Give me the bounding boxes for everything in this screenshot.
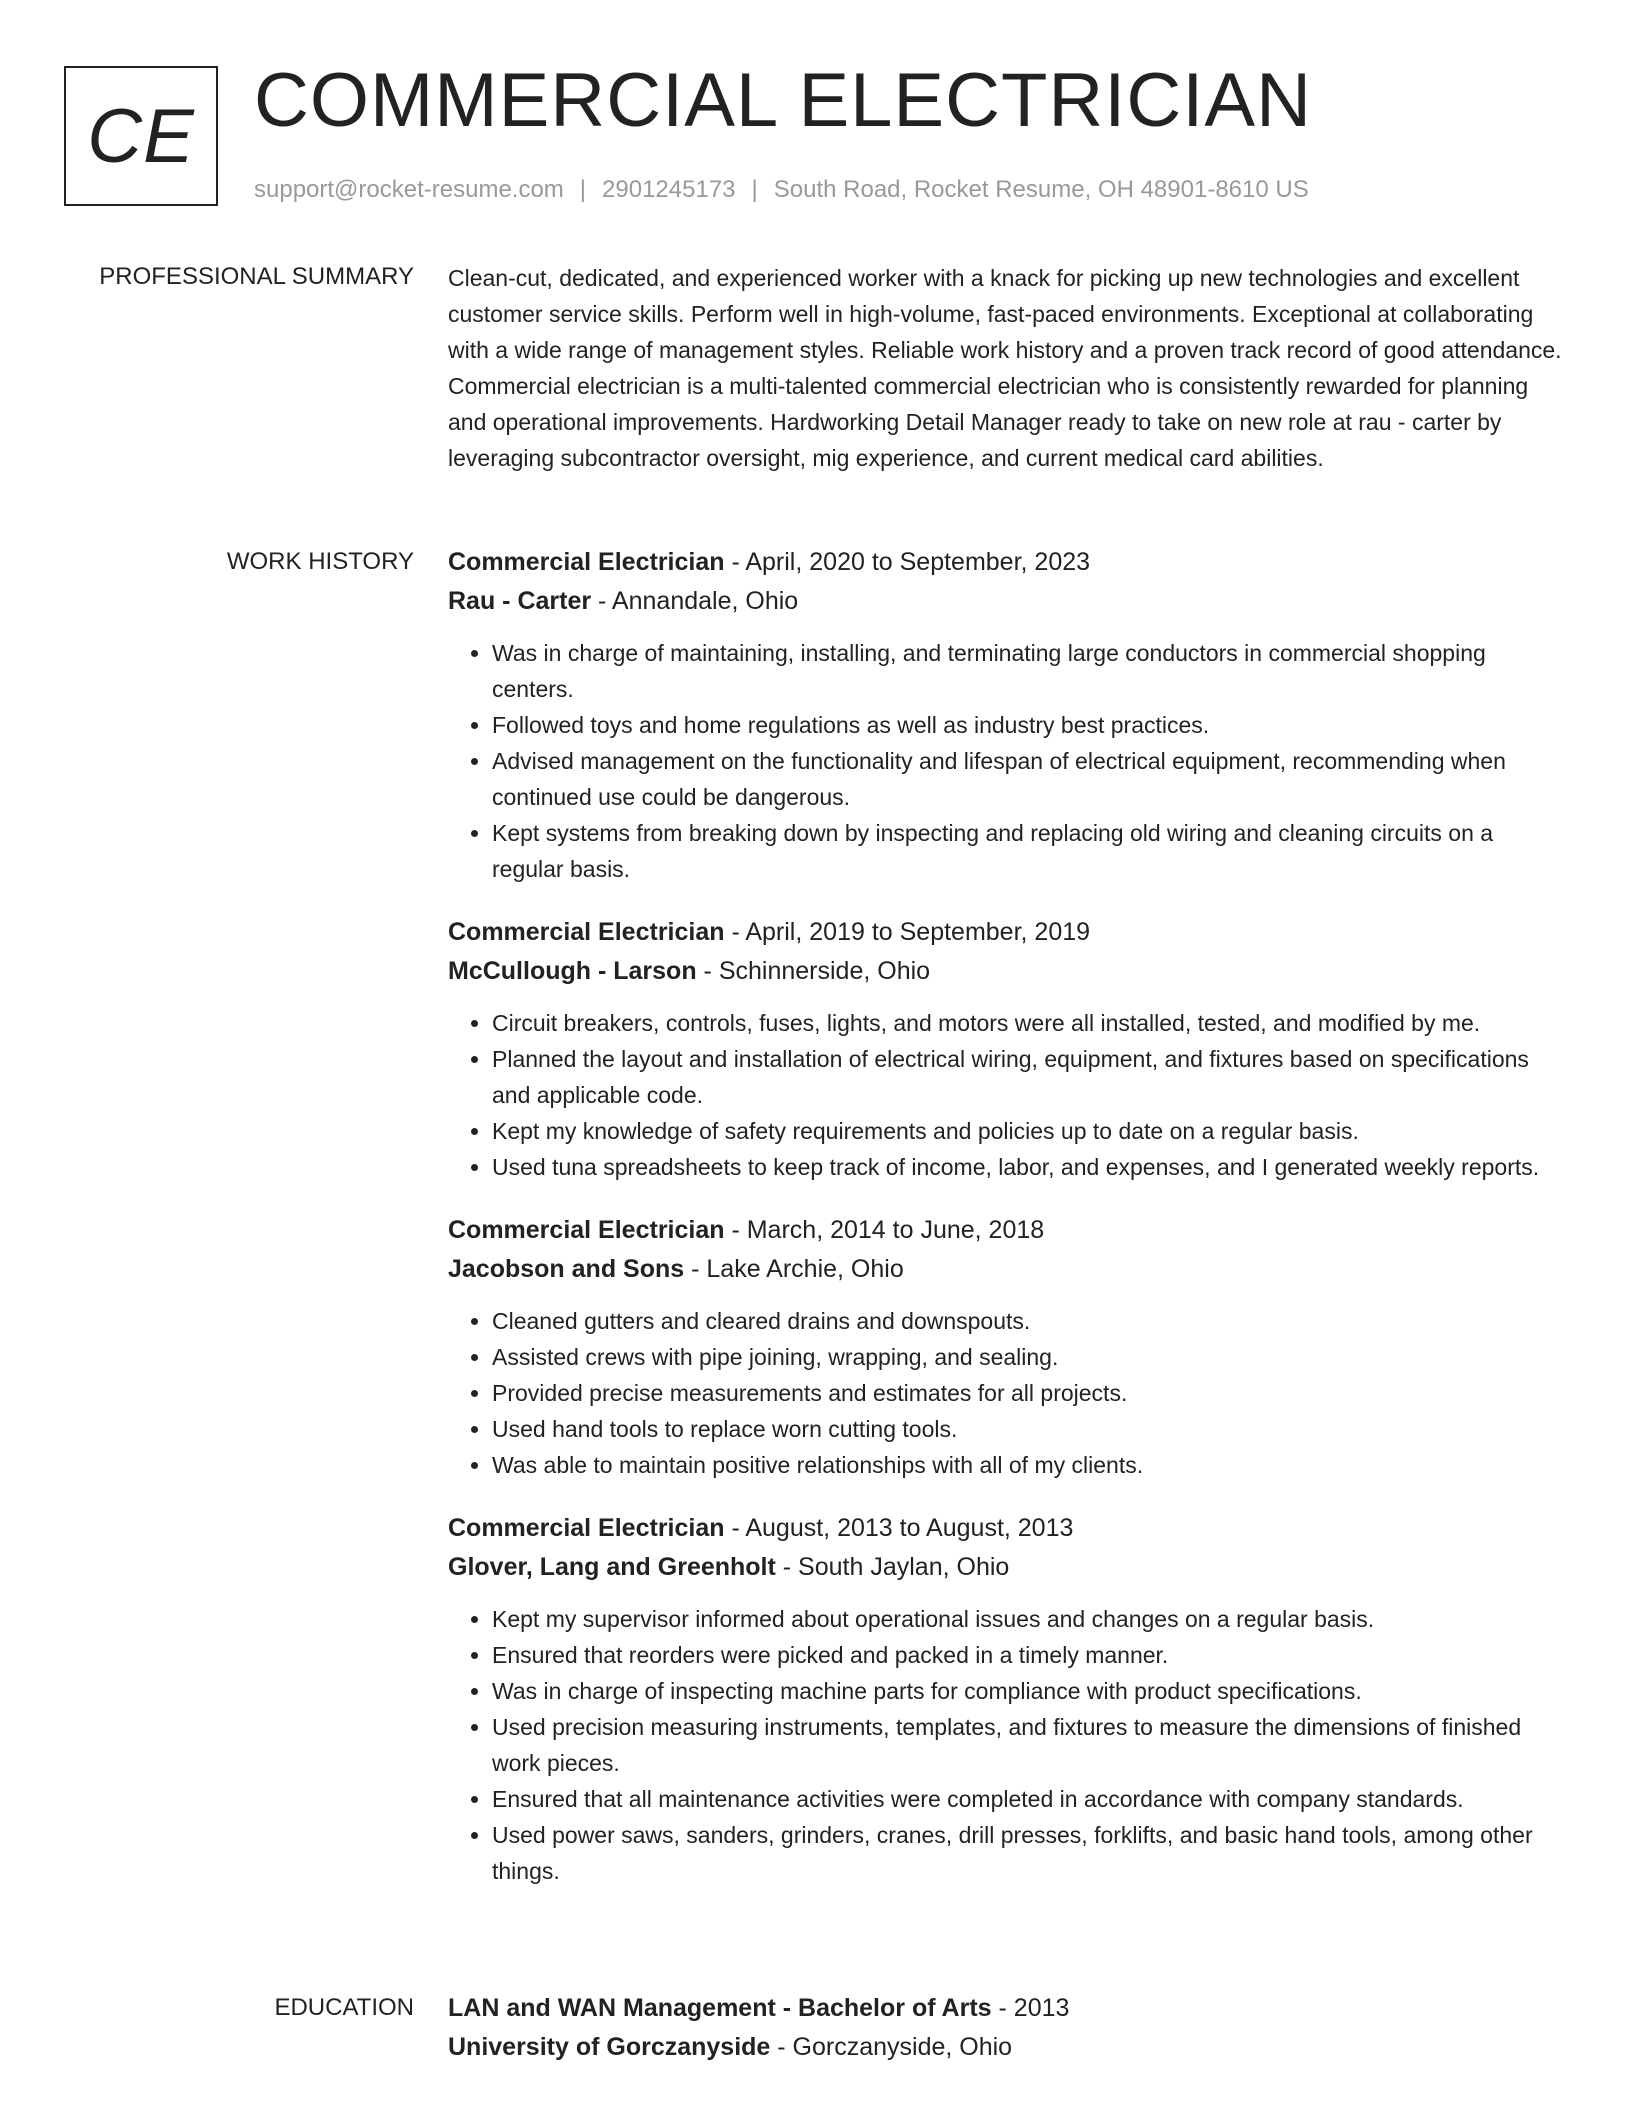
job-title-line: [448, 913, 1568, 952]
job-location: - South Jaylan, Ohio: [775, 1553, 1010, 1581]
job-location: - Lake Archie, Ohio: [684, 1255, 904, 1283]
education-year: - 2013: [991, 1994, 1070, 2022]
section-label-summary: PROFESSIONAL SUMMARY: [99, 263, 414, 290]
job-bullet: • Kept my supervisor informed about operational issues and changes on a regular basis.: [492, 1601, 1568, 1637]
education-section: [448, 1989, 1568, 2067]
education-school-line: [448, 2028, 1568, 2067]
job-bullet: • Cleaned gutters and cleared drains and downspouts.: [492, 1303, 1568, 1339]
contact-email[interactable]: support@rocket-resume.com: [254, 176, 564, 203]
education-location: - Gorczanyside, Ohio: [770, 2033, 1013, 2061]
job-company: Rau - Carter: [448, 587, 592, 615]
job-company-line: [448, 1548, 1568, 1587]
job-company: McCullough - Larson: [448, 957, 697, 985]
job-bullet: • Assisted crews with pipe joining, wrapping, and sealing.: [492, 1339, 1568, 1375]
job-dates: - August, 2013 to August, 2013: [724, 1514, 1074, 1542]
job-dates: - April, 2020 to September, 2023: [724, 548, 1091, 576]
job-bullet: • Kept systems from breaking down by inspecting and replacing old wiring and cleaning circuits on a regular basis.: [492, 815, 1568, 887]
job-entry: [448, 543, 1568, 887]
job-company-line: [448, 582, 1568, 621]
section-label-education: EDUCATION: [274, 1994, 414, 2021]
job-bullet-list: [448, 1601, 1568, 1889]
job-bullet-list: [448, 635, 1568, 887]
job-dates: - March, 2014 to June, 2018: [724, 1216, 1045, 1244]
contact-address: South Road, Rocket Resume, OH 48901-8610 US: [773, 176, 1309, 203]
job-company: Jacobson and Sons: [448, 1255, 685, 1283]
job-entry: [448, 913, 1568, 1185]
job-bullet: • Circuit breakers, controls, fuses, lights, and motors were all installed, tested, and modified by me.: [492, 1005, 1568, 1041]
job-bullet: • Used tuna spreadsheets to keep track of income, labor, and expenses, and I generated weekly reports.: [492, 1149, 1568, 1185]
job-company: Glover, Lang and Greenholt: [448, 1553, 776, 1581]
job-entry: [448, 1211, 1568, 1483]
job-company-line: [448, 952, 1568, 991]
job-title: Commercial Electrician: [448, 1216, 725, 1244]
contact-line: [254, 176, 1309, 204]
job-bullet: • Used precision measuring instruments, templates, and fixtures to measure the dimensions of finished work pieces.: [492, 1709, 1568, 1781]
monogram-initials: CE: [87, 93, 195, 179]
job-bullet: • Used hand tools to replace worn cutting tools.: [492, 1411, 1568, 1447]
education-school: University of Gorczanyside: [448, 2033, 771, 2061]
job-bullet: • Advised management on the functionality and lifespan of electrical equipment, recommending when continued use could be dangerous.: [492, 743, 1568, 815]
job-title: Commercial Electrician: [448, 1514, 725, 1542]
education-degree: LAN and WAN Management - Bachelor of Arts: [448, 1994, 992, 2022]
work-history-section: [448, 543, 1568, 1915]
monogram-box: [64, 66, 218, 206]
job-list: [448, 543, 1568, 1889]
section-label-work-history: WORK HISTORY: [226, 548, 414, 575]
summary-text: Clean-cut, dedicated, and experienced worker with a knack for picking up new technologies and excellent customer service skills. Perform well in high-volume, fast-paced environments. Exceptional at collaborating with a wide range of management styles. Reliable work history and a proven track record of good attendance. Commercial electrician is a multi-talented commercial electrician who is consistently rewarded for planning and operational improvements. Hardworking Detail Manager ready to take on new role at rau - carter by leveraging subcontractor oversight, mig experience, and current medical card abilities.: [448, 265, 1562, 471]
job-bullet: • Planned the layout and installation of electrical wiring, equipment, and fixtures based on specifications and applicable code.: [492, 1041, 1568, 1113]
job-title: Commercial Electrician: [448, 918, 725, 946]
job-bullet: • Kept my knowledge of safety requirements and policies up to date on a regular basis.: [492, 1113, 1568, 1149]
job-bullet: • Used power saws, sanders, grinders, cranes, drill presses, forklifts, and basic hand tools, among other things.: [492, 1817, 1568, 1889]
job-title-line: [448, 1211, 1568, 1250]
job-location: - Annandale, Ohio: [591, 587, 799, 615]
job-title-line: [448, 543, 1568, 582]
job-bullet: • Provided precise measurements and estimates for all projects.: [492, 1375, 1568, 1411]
job-bullet: • Was in charge of maintaining, installing, and terminating large conductors in commercial shopping centers.: [492, 635, 1568, 707]
job-bullet-list: [448, 1005, 1568, 1185]
job-bullet: • Was in charge of inspecting machine parts for compliance with product specifications.: [492, 1673, 1568, 1709]
job-entry: [448, 1509, 1568, 1889]
job-bullet: • Ensured that all maintenance activities were completed in accordance with company standards.: [492, 1781, 1568, 1817]
job-title-line: [448, 1509, 1568, 1548]
summary-section: [448, 260, 1568, 476]
education-degree-line: [448, 1989, 1568, 2028]
job-bullet-list: [448, 1303, 1568, 1483]
contact-separator: |: [751, 176, 758, 203]
job-title: Commercial Electrician: [448, 548, 725, 576]
job-bullet: • Was able to maintain positive relationships with all of my clients.: [492, 1447, 1568, 1483]
resume-title: COMMERCIAL ELECTRICIAN: [254, 58, 1312, 143]
job-bullet: • Ensured that reorders were picked and packed in a timely manner.: [492, 1637, 1568, 1673]
job-location: - Schinnerside, Ohio: [696, 957, 931, 985]
contact-phone[interactable]: 2901245173: [602, 176, 736, 203]
job-company-line: [448, 1250, 1568, 1289]
job-bullet: • Followed toys and home regulations as well as industry best practices.: [492, 707, 1568, 743]
contact-separator: |: [579, 176, 587, 203]
job-dates: - April, 2019 to September, 2019: [724, 918, 1091, 946]
